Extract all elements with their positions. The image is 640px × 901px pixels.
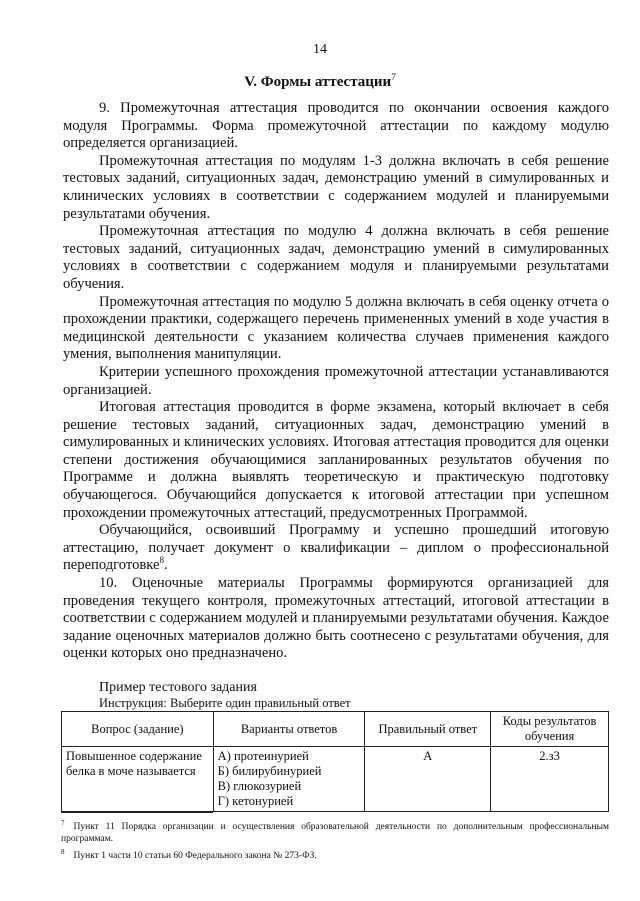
- example-title: Пример тестового задания: [99, 680, 257, 695]
- test-example-table: [61, 711, 609, 812]
- answer-option: Г) кетонурией: [217, 794, 294, 808]
- paragraph: Промежуточная аттестация по модулям 1-3 должна включать в себя решение тестовых заданий, ситуационных задач, демонстрацию умений в симулированных и клинических условиях в соответствии с содержанием модулей и планируемыми результатами обучения.: [63, 152, 609, 222]
- options-cell: [213, 747, 365, 812]
- table-header-cell: Вопрос (задание): [62, 712, 214, 747]
- table-row: [62, 747, 609, 812]
- footnote: [61, 818, 609, 845]
- footnote-text: Пункт 1 части 10 статьи 60 Федерального закона № 273-ФЗ.: [73, 851, 317, 862]
- section-title-text: V. Формы аттестации: [244, 74, 392, 90]
- paragraph: Критерии успешного прохождения промежуточной аттестации устанавливаются организацией.: [63, 363, 609, 398]
- table-header-row: [62, 712, 609, 747]
- footnote-number: 7: [61, 819, 65, 827]
- answer-option: В) глюкозурией: [217, 779, 302, 793]
- paragraph: 10. Оценочные материалы Программы формируются организацией для проведения текущего контроля, промежуточных аттестаций, итоговой аттестации в соответствии с содержанием модулей и планируемыми результатами обучения. Каждое задание оценочных материалов должно быть соотнесено с результатами обучения, для оценки которых оно предназначено.: [63, 575, 609, 662]
- table-header-cell: Коды результатов обучения: [491, 712, 609, 747]
- footnote-ref: 7: [391, 72, 396, 82]
- paragraph: Обучающийся, освоивший Программу и успешно прошедший итоговую аттестацию, получает документ о квалификации – диплом о профессиональной переподготовке$^8$.: [63, 522, 609, 574]
- paragraph: 9. Промежуточная аттестация проводится по окончании освоения каждого модуля Программы. Форма промежуточной аттестации по каждому модулю определяется организацией.: [63, 100, 609, 152]
- paragraph: Итоговая аттестация проводится в форме экзамена, который включает в себя решение тестовых заданий, ситуационных задач, демонстрацию умений в симулированных и клинических условиях. Итоговая аттестация проводится для оценки степени достижения обучающимися запланированных результатов обучения по Программе и должна выявлять теоретическую и практическую подготовку обучающегося. Обучающийся допускается к итоговой аттестации при успешном прохождении промежуточных аттестаций, предусмотренных Программой.: [63, 399, 609, 521]
- section-title: [0, 72, 640, 91]
- paragraph: Промежуточная аттестация по модулю 5 должна включать в себя оценку отчета о прохождении практики, содержащего перечень примененных умений в ходе участия в медицинской деятельности с указанием количества случаев применения каждого умения, выполнения манипуляции.: [63, 293, 609, 363]
- footnote-divider: [61, 812, 213, 813]
- answer-option: Б) билирубинурией: [217, 764, 322, 778]
- table-header-cell: Правильный ответ: [365, 712, 491, 747]
- example-instruction: Инструкция: Выберите один правильный ответ: [99, 696, 351, 710]
- question-cell: Повышенное содержание белка в моче называется: [62, 747, 214, 812]
- correct-answer-cell: А: [365, 747, 491, 812]
- answer-option: А) протеинурией: [217, 749, 309, 763]
- footnote-number: 8: [61, 848, 65, 857]
- footnote-ref: 8: [159, 555, 164, 566]
- result-code-cell: 2.з3: [491, 747, 609, 812]
- paragraph-text: Обучающийся, освоивший Программу и успешно прошедший итоговую аттестацию, получает документ о квалификации – диплом о профессиональной переподготовке: [63, 522, 609, 574]
- footnote-text: Пункт 11 Порядка организации и осуществления образовательной деятельности по дополнительным профессиональным программам.: [61, 822, 609, 844]
- footnotes: [61, 818, 609, 865]
- footnote: [61, 847, 609, 863]
- page-number: 14: [313, 42, 327, 57]
- body-text: [63, 100, 609, 663]
- paragraph: Промежуточная аттестация по модулю 4 должна включать в себя решение тестовых заданий, ситуационных задач, демонстрацию умений в симулированных условиях в соответствии с содержанием модуля и планируемыми результатами обучения.: [63, 223, 609, 292]
- table-header-cell: Варианты ответов: [213, 712, 365, 747]
